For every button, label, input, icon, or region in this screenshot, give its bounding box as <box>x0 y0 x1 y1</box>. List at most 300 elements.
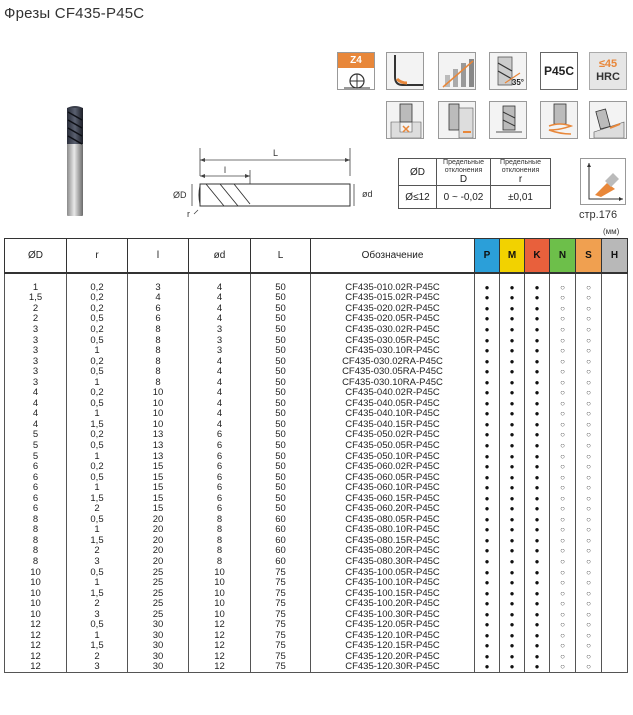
cell-d: 6 <box>5 472 67 483</box>
cell-code: CF435-080.05R-P45C <box>311 515 475 526</box>
table-header-row <box>5 239 628 273</box>
cell-h <box>602 546 628 557</box>
cell-m: ● <box>500 367 525 378</box>
tolerance-range: Ø≤12 <box>399 186 437 209</box>
cell-r: 1 <box>67 377 128 388</box>
cell-h <box>602 567 628 578</box>
cell-h <box>602 430 628 441</box>
cell-k: ● <box>525 620 550 631</box>
cell-l: 75 <box>251 641 311 652</box>
cell-p: ● <box>475 335 500 346</box>
col-header-p: P <box>475 239 500 273</box>
cell-n: ○ <box>550 293 576 304</box>
cell-r: 3 <box>67 609 128 620</box>
cell-l: 10 <box>128 420 189 431</box>
cell-h <box>602 652 628 663</box>
cell-r: 0,2 <box>67 304 128 315</box>
cell-d: 4 <box>189 420 251 431</box>
end-mill-photo <box>62 104 88 218</box>
helix-angle-icon <box>489 52 527 90</box>
cell-p: ● <box>475 451 500 462</box>
cell-d: 6 <box>189 462 251 473</box>
cell-h <box>602 631 628 642</box>
cell-s: ○ <box>576 367 602 378</box>
hardness-hrc-badge <box>589 52 627 90</box>
cell-s: ○ <box>576 430 602 441</box>
table-row <box>5 388 628 399</box>
cell-k: ● <box>525 609 550 620</box>
cell-code: CF435-030.10RA-P45C <box>311 377 475 388</box>
cell-m: ● <box>500 662 525 673</box>
cell-k: ● <box>525 356 550 367</box>
page-reference: стр.176 <box>579 209 618 221</box>
cell-l: 20 <box>128 546 189 557</box>
cell-h <box>602 483 628 494</box>
cell-l: 50 <box>251 335 311 346</box>
slot-milling-icon <box>386 101 424 139</box>
cell-d: 8 <box>189 546 251 557</box>
cell-h <box>602 578 628 589</box>
cell-h <box>602 515 628 526</box>
table-row <box>5 293 628 304</box>
cell-k: ● <box>525 536 550 547</box>
page-title: Фрезы CF435-P45C <box>4 5 145 22</box>
cell-k: ● <box>525 399 550 410</box>
cell-p: ● <box>475 631 500 642</box>
cell-s: ○ <box>576 304 602 315</box>
cell-l: 6 <box>128 314 189 325</box>
cell-r: 0,2 <box>67 462 128 473</box>
cell-m: ● <box>500 599 525 610</box>
cell-l: 60 <box>251 515 311 526</box>
cell-p: ● <box>475 515 500 526</box>
side-milling-icon <box>438 101 476 139</box>
cell-s: ○ <box>576 578 602 589</box>
cell-code: CF435-020.02R-P45C <box>311 304 475 315</box>
cell-d: 1,5 <box>5 293 67 304</box>
cell-code: CF435-020.05R-P45C <box>311 314 475 325</box>
cell-m: ● <box>500 472 525 483</box>
table-row <box>5 620 628 631</box>
cell-d: 6 <box>5 504 67 515</box>
cell-p: ● <box>475 388 500 399</box>
cell-p: ● <box>475 662 500 673</box>
cell-n: ○ <box>550 483 576 494</box>
cell-h <box>602 557 628 568</box>
cell-l: 13 <box>128 451 189 462</box>
cell-n: ○ <box>550 536 576 547</box>
cell-p: ● <box>475 409 500 420</box>
cell-d: 4 <box>5 409 67 420</box>
cell-n: ○ <box>550 388 576 399</box>
cell-k: ● <box>525 430 550 441</box>
cell-d: 4 <box>189 409 251 420</box>
cell-s: ○ <box>576 335 602 346</box>
cell-r: 0,5 <box>67 620 128 631</box>
ramping-icon <box>589 101 627 139</box>
cell-s: ○ <box>576 483 602 494</box>
cell-n: ○ <box>550 515 576 526</box>
cell-code: CF435-100.10R-P45C <box>311 578 475 589</box>
table-row <box>5 599 628 610</box>
cell-k: ● <box>525 325 550 336</box>
cell-d: 10 <box>189 588 251 599</box>
cell-k: ● <box>525 335 550 346</box>
cell-d: 2 <box>5 314 67 325</box>
cell-k: ● <box>525 472 550 483</box>
table-row <box>5 441 628 452</box>
dim-r-label: r <box>187 209 190 218</box>
cell-l: 50 <box>251 377 311 388</box>
cell-r: 1,5 <box>67 588 128 599</box>
cell-n: ○ <box>550 631 576 642</box>
cell-d: 6 <box>5 483 67 494</box>
table-row <box>5 462 628 473</box>
cell-m: ● <box>500 420 525 431</box>
cell-d: 12 <box>189 631 251 642</box>
cell-l: 10 <box>128 409 189 420</box>
cell-code: CF435-040.02R-P45C <box>311 388 475 399</box>
cell-s: ○ <box>576 504 602 515</box>
cell-d: 12 <box>189 652 251 663</box>
cell-code: CF435-030.02RA-P45C <box>311 356 475 367</box>
cell-s: ○ <box>576 441 602 452</box>
cell-d: 10 <box>5 609 67 620</box>
cell-m: ● <box>500 567 525 578</box>
cell-n: ○ <box>550 504 576 515</box>
cell-m: ● <box>500 462 525 473</box>
cell-r: 0,5 <box>67 367 128 378</box>
cell-d: 12 <box>5 662 67 673</box>
cell-n: ○ <box>550 335 576 346</box>
cell-s: ○ <box>576 377 602 388</box>
cell-m: ● <box>500 441 525 452</box>
cell-k: ● <box>525 599 550 610</box>
cell-s: ○ <box>576 472 602 483</box>
cell-k: ● <box>525 515 550 526</box>
cell-k: ● <box>525 420 550 431</box>
cell-h <box>602 620 628 631</box>
cell-p: ● <box>475 283 500 294</box>
cell-code: CF435-120.20R-P45C <box>311 652 475 663</box>
cell-d: 2 <box>5 304 67 315</box>
tolerance-table <box>398 158 551 209</box>
cell-p: ● <box>475 620 500 631</box>
col-header-h: H <box>602 239 628 273</box>
cell-d: 3 <box>189 335 251 346</box>
cell-k: ● <box>525 662 550 673</box>
cell-r: 1,5 <box>67 420 128 431</box>
cell-r: 0,2 <box>67 325 128 336</box>
cell-l: 50 <box>251 283 311 294</box>
cell-s: ○ <box>576 515 602 526</box>
cell-k: ● <box>525 377 550 388</box>
cell-p: ● <box>475 430 500 441</box>
cell-n: ○ <box>550 609 576 620</box>
cell-s: ○ <box>576 567 602 578</box>
cell-p: ● <box>475 525 500 536</box>
z4-label: Z4 <box>338 53 374 68</box>
cell-r: 0,2 <box>67 293 128 304</box>
cell-r: 2 <box>67 652 128 663</box>
cell-m: ● <box>500 493 525 504</box>
cell-d: 3 <box>5 367 67 378</box>
cell-l: 20 <box>128 525 189 536</box>
cell-d: 3 <box>189 325 251 336</box>
cell-d: 12 <box>189 641 251 652</box>
cell-r: 1,5 <box>67 536 128 547</box>
table-row <box>5 557 628 568</box>
cell-l: 30 <box>128 652 189 663</box>
cell-d: 6 <box>5 462 67 473</box>
cell-h <box>602 662 628 673</box>
cell-n: ○ <box>550 599 576 610</box>
cell-d: 6 <box>189 504 251 515</box>
cell-n: ○ <box>550 314 576 325</box>
cell-k: ● <box>525 304 550 315</box>
cell-s: ○ <box>576 620 602 631</box>
hardness-limit: ≤45 <box>598 58 618 70</box>
cell-r: 1,5 <box>67 493 128 504</box>
cell-p: ● <box>475 546 500 557</box>
cell-m: ● <box>500 525 525 536</box>
cell-n: ○ <box>550 451 576 462</box>
cell-s: ○ <box>576 325 602 336</box>
dim-D-label: ØD <box>173 190 187 200</box>
cell-r: 1 <box>67 409 128 420</box>
cell-n: ○ <box>550 325 576 336</box>
cell-r: 2 <box>67 546 128 557</box>
cell-d: 10 <box>189 567 251 578</box>
cell-m: ● <box>500 314 525 325</box>
cell-d: 10 <box>189 609 251 620</box>
cell-l: 75 <box>251 567 311 578</box>
cell-d: 3 <box>5 335 67 346</box>
cell-d: 12 <box>5 641 67 652</box>
cell-code: CF435-050.05R-P45C <box>311 441 475 452</box>
cell-code: CF435-080.30R-P45C <box>311 557 475 568</box>
cell-s: ○ <box>576 557 602 568</box>
cell-d: 3 <box>5 325 67 336</box>
cell-d: 4 <box>189 293 251 304</box>
cell-l: 8 <box>128 377 189 388</box>
tolerance-r-value: ±0,01 <box>491 186 551 209</box>
cell-code: CF435-100.15R-P45C <box>311 588 475 599</box>
cell-l: 10 <box>128 388 189 399</box>
cell-r: 1,5 <box>67 641 128 652</box>
cell-p: ● <box>475 599 500 610</box>
cell-n: ○ <box>550 493 576 504</box>
cell-s: ○ <box>576 662 602 673</box>
cell-d: 6 <box>189 483 251 494</box>
cell-m: ● <box>500 388 525 399</box>
cell-h <box>602 609 628 620</box>
cell-d: 5 <box>5 451 67 462</box>
cell-m: ● <box>500 631 525 642</box>
flutes-z4-badge <box>337 52 375 90</box>
cell-k: ● <box>525 525 550 536</box>
cell-k: ● <box>525 283 550 294</box>
cell-n: ○ <box>550 367 576 378</box>
cell-d: 3 <box>5 377 67 388</box>
cell-s: ○ <box>576 420 602 431</box>
col-header-length: L <box>251 239 311 273</box>
cell-l: 20 <box>128 557 189 568</box>
cell-l: 75 <box>251 578 311 589</box>
cell-l: 25 <box>128 578 189 589</box>
tolerance-d-value: 0 ~ -0,02 <box>437 186 491 209</box>
plunge-milling-icon <box>489 101 527 139</box>
cell-p: ● <box>475 346 500 357</box>
cell-d: 4 <box>5 399 67 410</box>
cell-code: CF435-120.05R-P45C <box>311 620 475 631</box>
cell-n: ○ <box>550 283 576 294</box>
cell-code: CF435-030.05RA-P45C <box>311 367 475 378</box>
table-row <box>5 483 628 494</box>
cell-code: CF435-050.10R-P45C <box>311 451 475 462</box>
cell-d: 5 <box>5 430 67 441</box>
hardness-unit: HRC <box>596 71 620 83</box>
cell-l: 30 <box>128 641 189 652</box>
cell-n: ○ <box>550 620 576 631</box>
material-hardness-icon <box>438 52 476 90</box>
cell-s: ○ <box>576 631 602 642</box>
cell-code: CF435-080.20R-P45C <box>311 546 475 557</box>
cell-n: ○ <box>550 662 576 673</box>
cell-h <box>602 293 628 304</box>
cell-k: ● <box>525 546 550 557</box>
cell-s: ○ <box>576 283 602 294</box>
cell-m: ● <box>500 346 525 357</box>
cell-m: ● <box>500 515 525 526</box>
cell-r: 3 <box>67 557 128 568</box>
cell-code: CF435-060.20R-P45C <box>311 504 475 515</box>
cell-s: ○ <box>576 652 602 663</box>
cell-l: 50 <box>251 472 311 483</box>
cell-l: 8 <box>128 367 189 378</box>
cell-h <box>602 356 628 367</box>
cell-n: ○ <box>550 462 576 473</box>
cell-d: 8 <box>5 525 67 536</box>
cell-d: 8 <box>5 536 67 547</box>
cell-code: CF435-060.15R-P45C <box>311 493 475 504</box>
cell-r: 0,2 <box>67 283 128 294</box>
cell-p: ● <box>475 304 500 315</box>
cell-h <box>602 525 628 536</box>
cutting-data-icon <box>580 158 626 205</box>
cell-l: 25 <box>128 609 189 620</box>
cell-d: 10 <box>5 567 67 578</box>
cell-d: 6 <box>189 472 251 483</box>
cell-p: ● <box>475 641 500 652</box>
cell-r: 0,5 <box>67 399 128 410</box>
cell-code: CF435-010.02R-P45C <box>311 283 475 294</box>
cell-p: ● <box>475 472 500 483</box>
cell-l: 60 <box>251 525 311 536</box>
cell-p: ● <box>475 536 500 547</box>
cell-d: 12 <box>5 631 67 642</box>
cell-d: 6 <box>189 441 251 452</box>
cell-code: CF435-015.02R-P45C <box>311 293 475 304</box>
cell-n: ○ <box>550 441 576 452</box>
cell-m: ● <box>500 652 525 663</box>
cell-s: ○ <box>576 314 602 325</box>
cell-l: 50 <box>251 483 311 494</box>
cell-l: 50 <box>251 409 311 420</box>
cell-l: 50 <box>251 441 311 452</box>
cell-code: CF435-120.15R-P45C <box>311 641 475 652</box>
cell-p: ● <box>475 399 500 410</box>
table-row <box>5 504 628 515</box>
cell-m: ● <box>500 409 525 420</box>
cell-n: ○ <box>550 567 576 578</box>
cell-d: 4 <box>189 367 251 378</box>
cell-n: ○ <box>550 356 576 367</box>
cell-k: ● <box>525 293 550 304</box>
cell-l: 3 <box>128 283 189 294</box>
cell-k: ● <box>525 462 550 473</box>
dim-L-label: L <box>273 148 279 158</box>
cell-n: ○ <box>550 641 576 652</box>
tolerance-header-d: Предельные отклонения D <box>437 159 491 186</box>
cell-n: ○ <box>550 546 576 557</box>
cell-code: CF435-080.15R-P45C <box>311 536 475 547</box>
col-header-k: K <box>525 239 550 273</box>
cell-p: ● <box>475 462 500 473</box>
cell-r: 1 <box>67 525 128 536</box>
cell-m: ● <box>500 609 525 620</box>
tolerance-header-diameter: ØD <box>399 159 437 186</box>
cell-l: 50 <box>251 451 311 462</box>
cell-n: ○ <box>550 578 576 589</box>
cell-h <box>602 409 628 420</box>
cell-m: ● <box>500 557 525 568</box>
cell-l: 8 <box>128 325 189 336</box>
cell-k: ● <box>525 557 550 568</box>
cell-l: 15 <box>128 504 189 515</box>
cell-l: 8 <box>128 335 189 346</box>
cell-l: 50 <box>251 314 311 325</box>
cell-h <box>602 472 628 483</box>
helix-angle-label: 35° <box>511 78 524 87</box>
cell-l: 50 <box>251 293 311 304</box>
table-row <box>5 662 628 673</box>
cell-code: CF435-030.10R-P45C <box>311 346 475 357</box>
cell-p: ● <box>475 609 500 620</box>
cell-s: ○ <box>576 409 602 420</box>
table-row <box>5 346 628 357</box>
cell-m: ● <box>500 578 525 589</box>
cell-m: ● <box>500 356 525 367</box>
cell-h <box>602 641 628 652</box>
col-header-s: S <box>576 239 602 273</box>
cell-l: 50 <box>251 325 311 336</box>
cell-s: ○ <box>576 641 602 652</box>
cell-code: CF435-030.05R-P45C <box>311 335 475 346</box>
cell-d: 10 <box>5 588 67 599</box>
cell-h <box>602 599 628 610</box>
cell-d: 12 <box>189 620 251 631</box>
cell-l: 50 <box>251 420 311 431</box>
cell-r: 1 <box>67 578 128 589</box>
cell-m: ● <box>500 283 525 294</box>
tolerance-header-r: Предельные отклонения r <box>491 159 551 186</box>
cell-m: ● <box>500 546 525 557</box>
cell-d: 8 <box>5 557 67 568</box>
cell-p: ● <box>475 367 500 378</box>
cell-code: CF435-120.10R-P45C <box>311 631 475 642</box>
cell-code: CF435-080.10R-P45C <box>311 525 475 536</box>
